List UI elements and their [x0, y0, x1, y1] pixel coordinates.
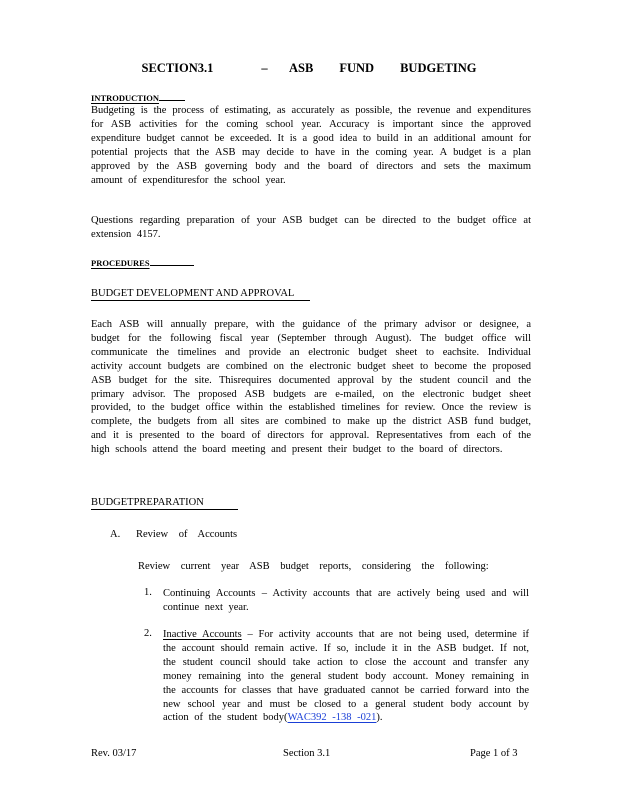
- title-section: SECTION3.1: [141, 61, 214, 75]
- review-intro: Review current year ASB budget reports, considering the following:: [138, 561, 489, 572]
- footer-page-number: Page 1 of 3: [470, 748, 518, 759]
- title-fund: FUND: [339, 61, 375, 75]
- list-item-number: 2.: [144, 628, 152, 639]
- review-of-accounts-item: [110, 529, 237, 540]
- inactive-accounts-label: Inactive Accounts: [163, 629, 242, 640]
- page-title: [0, 61, 618, 76]
- item-title: Review of Accounts: [136, 529, 238, 540]
- footer-section: Section 3.1: [283, 748, 331, 759]
- list-item-text: Continuing Accounts – Activity accounts that are actively being used and will continue next year.: [163, 588, 529, 613]
- wac-link[interactable]: WAC392 -138 -021: [287, 712, 377, 724]
- item-letter: A.: [110, 529, 121, 540]
- budget-development-paragraph: Each ASB will annually prepare, with the guidance of the primary advisor or designee, a budget for the following fiscal year (September through August). The budget office will communicate the timelines and provide an electronic budget sheet to eachsite. Individual activity account budgets are combined on the electronic budget sheet to become the proposed ASB budget for the site. Thisrequires documented approval by the student council and the primary advisor. The proposed ASB budgets are e-mailed, on the electronic budget sheet provided, to the budget office within the established timelines for review. Once the review is complete, the budgets from all sites are combined to make up the district ASB fund budget, and it is presented to the board of directors for approval. Representatives from each of the high schools attend the board meeting and present their budget to the board of directors.: [91, 319, 531, 456]
- list-item-inactive-accounts: [144, 628, 529, 725]
- introduction-heading: INTRODUCTION: [91, 93, 185, 103]
- footer-revision: Rev. 03/17: [91, 748, 137, 759]
- budget-preparation-subheading: BUDGETPREPARATION: [91, 497, 238, 510]
- questions-paragraph: Questions regarding preparation of your ASB budget can be directed to the budget office at extension 4157.: [91, 215, 531, 240]
- title-dash: –: [261, 61, 268, 75]
- budget-development-subheading: BUDGET DEVELOPMENT AND APPROVAL: [91, 288, 310, 301]
- list-item-continuing-accounts: [144, 587, 529, 615]
- title-budgeting: BUDGETING: [400, 61, 477, 75]
- title-asb: ASB: [289, 61, 314, 75]
- introduction-paragraph: Budgeting is the process of estimating, as accurately as possible, the revenue and expenditures for ASB activities for the coming school year. Accuracy is important since the approved expenditure budget cannot be exceeded. It is a good idea to build in an additional amount for potential projects that the ASB may decide to have in the coming year. A budget is a plan approved by the ASB governing body and the board of directors and sets the maximum amount of expendituresfor the school year.: [91, 105, 531, 186]
- list-item-text: Inactive Accounts – For activity accounts that are not being used, determine if the account should remain active. If so, include it in the ASB budget. If not, the student council should take action to close the account and transfer any money remaining into the general student body account. Money remaining in the accounts for classes that have graduated cannot be carried forward into the new school year and must be closed to a general student body account by action of the student body(WAC392 -138 -021).: [163, 629, 529, 724]
- list-item-number: 1.: [144, 587, 152, 598]
- procedures-heading: PROCEDURES: [91, 258, 194, 268]
